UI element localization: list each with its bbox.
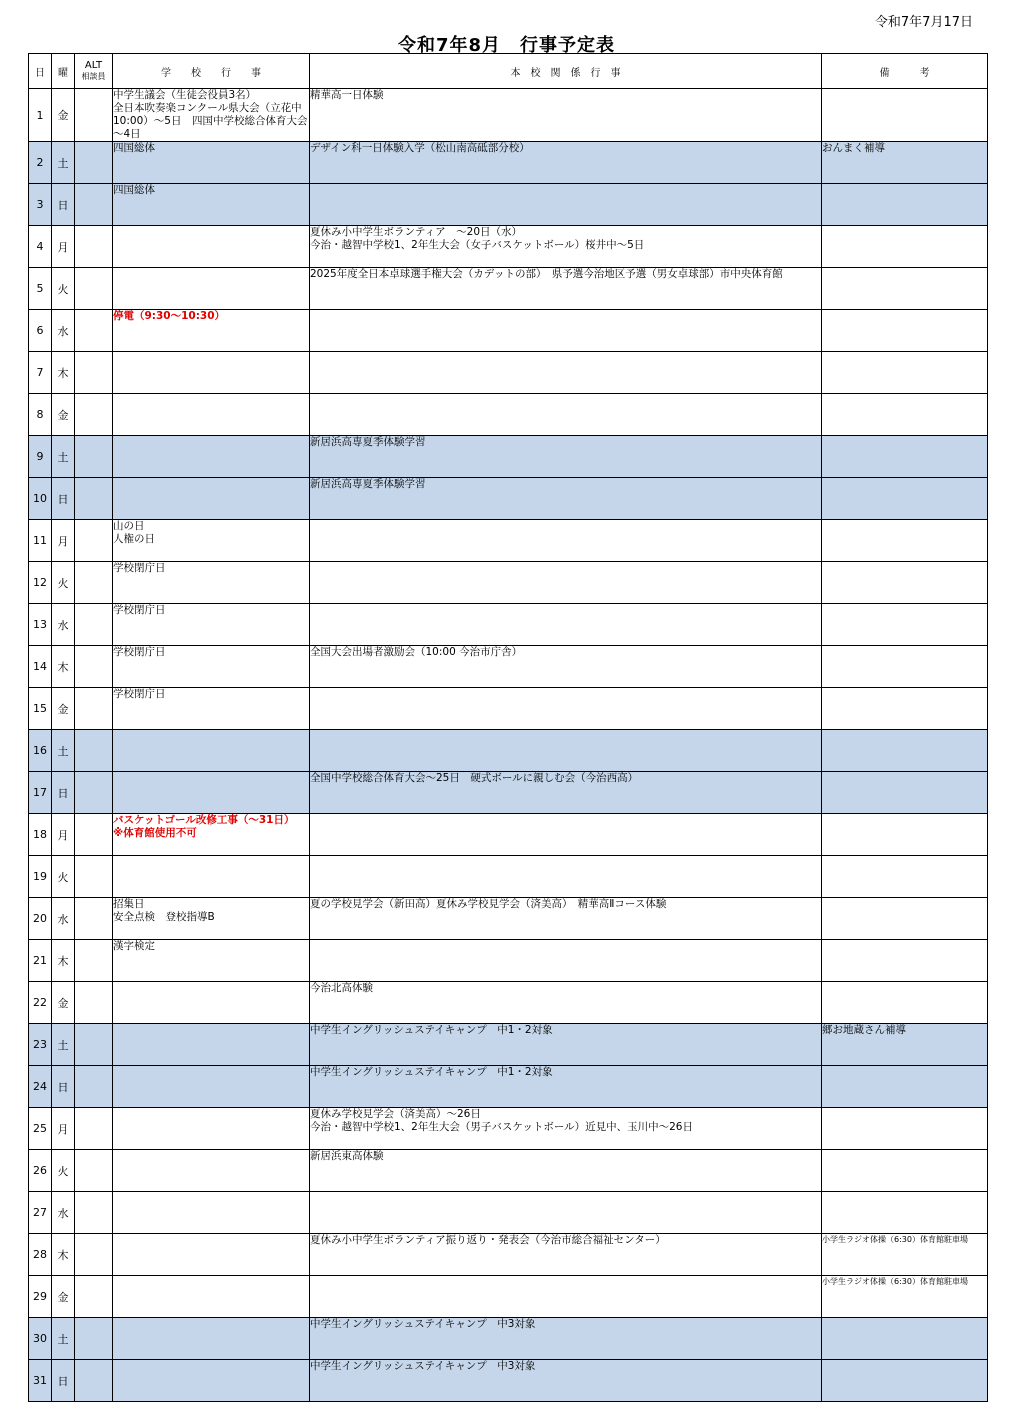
school-event-cell (113, 268, 310, 310)
day-cell: 25 (29, 1108, 52, 1150)
day-cell: 15 (29, 688, 52, 730)
notes-cell (822, 814, 988, 856)
notes-cell (822, 436, 988, 478)
weekday-cell: 金 (52, 982, 75, 1024)
table-row (29, 982, 988, 1024)
page-title: 令和7年8月 行事予定表 (397, 35, 616, 56)
col-header-alt-sub: 相談員 (81, 72, 106, 81)
table-row (29, 1066, 988, 1108)
alt-cell (75, 226, 113, 268)
notes-cell (822, 730, 988, 772)
alt-cell (75, 142, 113, 184)
table-row (29, 1192, 988, 1234)
table-row (29, 310, 988, 352)
alt-cell (75, 730, 113, 772)
alt-cell (75, 1192, 113, 1234)
related-event-cell: 夏休み学校見学会（済美高）～26日 今治・越智中学校1、2年生大会（男子バスケットボール）近見中、玉川中～26日 (310, 1108, 822, 1150)
col-header-dow: 曜 (52, 54, 75, 89)
school-event-cell (113, 1192, 310, 1234)
table-row (29, 604, 988, 646)
alt-cell (75, 898, 113, 940)
notes-cell (822, 352, 988, 394)
notes-cell (822, 604, 988, 646)
day-cell: 31 (29, 1360, 52, 1402)
weekday-cell: 土 (52, 1318, 75, 1360)
alt-cell (75, 478, 113, 520)
schedule-table (28, 53, 988, 1402)
weekday-cell: 月 (52, 520, 75, 562)
day-cell: 24 (29, 1066, 52, 1108)
school-event-cell (113, 1360, 310, 1402)
table-row (29, 226, 988, 268)
alt-cell (75, 688, 113, 730)
school-event-cell: 漢字検定 (113, 940, 310, 982)
notes-cell (822, 1360, 988, 1402)
alt-cell (75, 184, 113, 226)
weekday-cell: 水 (52, 310, 75, 352)
alt-cell (75, 352, 113, 394)
col-header-school: 学 校 行 事 (113, 54, 310, 89)
notes-cell (822, 226, 988, 268)
related-event-cell: 夏休み小中学生ボランティア振り返り・発表会（今治市総合福祉センター） (310, 1234, 822, 1276)
notes-cell (822, 562, 988, 604)
alt-cell (75, 1234, 113, 1276)
notes-cell (822, 982, 988, 1024)
day-cell: 21 (29, 940, 52, 982)
table-row (29, 1150, 988, 1192)
school-event-cell (113, 982, 310, 1024)
day-cell: 11 (29, 520, 52, 562)
notes-cell (822, 89, 988, 142)
alt-cell (75, 1066, 113, 1108)
related-event-cell: 夏の学校見学会（新田高）夏休み学校見学会（済美高） 精華高Ⅱコース体験 (310, 898, 822, 940)
related-event-cell (310, 1276, 822, 1318)
day-cell: 28 (29, 1234, 52, 1276)
weekday-cell: 月 (52, 814, 75, 856)
day-cell: 26 (29, 1150, 52, 1192)
table-row (29, 688, 988, 730)
alt-cell (75, 1024, 113, 1066)
school-event-cell (113, 1108, 310, 1150)
school-event-cell: 山の日 人権の日 (113, 520, 310, 562)
school-event-cell (113, 1276, 310, 1318)
related-event-cell (310, 394, 822, 436)
related-event-cell: 新居浜高専夏季体験学習 (310, 436, 822, 478)
table-row (29, 142, 988, 184)
notes-cell (822, 1318, 988, 1360)
notes-cell (822, 940, 988, 982)
notes-cell (822, 394, 988, 436)
table-row (29, 352, 988, 394)
alt-cell (75, 814, 113, 856)
school-event-cell (113, 1318, 310, 1360)
alt-cell (75, 772, 113, 814)
day-cell: 10 (29, 478, 52, 520)
weekday-cell: 土 (52, 436, 75, 478)
related-event-cell: 全国大会出場者激励会（10:00 今治市庁舎） (310, 646, 822, 688)
school-event-cell: 招集日 安全点検 登校指導B (113, 898, 310, 940)
weekday-cell: 火 (52, 268, 75, 310)
related-event-cell: 新居浜東高体験 (310, 1150, 822, 1192)
table-row (29, 1108, 988, 1150)
day-cell: 7 (29, 352, 52, 394)
weekday-cell: 木 (52, 940, 75, 982)
related-event-cell: 中学生イングリッシュステイキャンプ 中3対象 (310, 1360, 822, 1402)
day-cell: 8 (29, 394, 52, 436)
day-cell: 23 (29, 1024, 52, 1066)
table-row (29, 814, 988, 856)
table-row (29, 1360, 988, 1402)
related-event-cell (310, 856, 822, 898)
school-event-cell: 四国総体 (113, 142, 310, 184)
notes-cell (822, 898, 988, 940)
col-header-alt-label: ALT (84, 60, 103, 71)
day-cell: 1 (29, 89, 52, 142)
table-row (29, 1318, 988, 1360)
notes-cell (822, 184, 988, 226)
weekday-cell: 水 (52, 1192, 75, 1234)
weekday-cell: 木 (52, 352, 75, 394)
day-cell: 16 (29, 730, 52, 772)
related-event-cell: 中学生イングリッシュステイキャンプ 中1・2対象 (310, 1066, 822, 1108)
day-cell: 12 (29, 562, 52, 604)
notes-cell (822, 1066, 988, 1108)
alt-cell (75, 310, 113, 352)
notes-cell (822, 310, 988, 352)
alt-cell (75, 646, 113, 688)
notes-cell (822, 688, 988, 730)
weekday-cell: 金 (52, 394, 75, 436)
weekday-cell: 日 (52, 184, 75, 226)
weekday-cell: 水 (52, 604, 75, 646)
school-event-cell: 四国総体 (113, 184, 310, 226)
day-cell: 17 (29, 772, 52, 814)
table-row (29, 394, 988, 436)
weekday-cell: 金 (52, 89, 75, 142)
school-event-cell (113, 352, 310, 394)
school-event-cell: 学校閉庁日 (113, 604, 310, 646)
notes-cell (822, 1192, 988, 1234)
related-event-cell (310, 730, 822, 772)
related-event-cell (310, 814, 822, 856)
related-event-cell (310, 562, 822, 604)
table-row (29, 436, 988, 478)
alt-cell (75, 520, 113, 562)
table-row (29, 730, 988, 772)
notes-cell: おんまく補導 (822, 142, 988, 184)
table-row (29, 898, 988, 940)
table-row (29, 520, 988, 562)
weekday-cell: 水 (52, 898, 75, 940)
related-event-cell (310, 352, 822, 394)
alt-cell (75, 940, 113, 982)
table-row (29, 478, 988, 520)
alt-cell (75, 856, 113, 898)
related-event-cell (310, 1192, 822, 1234)
day-cell: 22 (29, 982, 52, 1024)
day-cell: 27 (29, 1192, 52, 1234)
alt-cell (75, 1360, 113, 1402)
table-row (29, 562, 988, 604)
day-cell: 3 (29, 184, 52, 226)
col-header-notes: 備 考 (822, 54, 988, 89)
alt-cell (75, 562, 113, 604)
school-event-cell: 学校閉庁日 (113, 562, 310, 604)
weekday-cell: 月 (52, 1108, 75, 1150)
related-event-cell (310, 310, 822, 352)
related-event-cell (310, 940, 822, 982)
notes-cell: 小学生ラジオ体操（6:30）体育館駐車場 (822, 1276, 988, 1318)
related-event-cell: デザイン科一日体験入学（松山南高砥部分校） (310, 142, 822, 184)
day-cell: 13 (29, 604, 52, 646)
table-row (29, 856, 988, 898)
alt-cell (75, 436, 113, 478)
col-header-related: 本 校 関 係 行 事 (310, 54, 822, 89)
weekday-cell: 土 (52, 1024, 75, 1066)
alt-cell (75, 1150, 113, 1192)
notes-cell: 郷お地蔵さん補導 (822, 1024, 988, 1066)
table-row (29, 268, 988, 310)
header-row (29, 54, 988, 89)
alt-cell (75, 604, 113, 646)
weekday-cell: 日 (52, 478, 75, 520)
table-row (29, 1276, 988, 1318)
day-cell: 4 (29, 226, 52, 268)
weekday-cell: 日 (52, 1066, 75, 1108)
day-cell: 19 (29, 856, 52, 898)
alt-cell (75, 982, 113, 1024)
weekday-cell: 日 (52, 772, 75, 814)
school-event-cell (113, 394, 310, 436)
table-row (29, 1234, 988, 1276)
day-cell: 18 (29, 814, 52, 856)
notes-cell (822, 772, 988, 814)
alt-cell (75, 394, 113, 436)
weekday-cell: 金 (52, 1276, 75, 1318)
notes-cell (822, 856, 988, 898)
alt-cell (75, 89, 113, 142)
school-event-cell (113, 1150, 310, 1192)
weekday-cell: 土 (52, 142, 75, 184)
notes-cell (822, 646, 988, 688)
issue-date: 令和7年7月17日 (874, 15, 973, 30)
day-cell: 9 (29, 436, 52, 478)
notes-cell (822, 1108, 988, 1150)
school-event-cell: バスケットゴール改修工事（～31日） ※体育館使用不可 (113, 814, 310, 856)
school-event-cell: 停電（9:30～10:30） (113, 310, 310, 352)
school-event-cell (113, 436, 310, 478)
table-row (29, 646, 988, 688)
school-event-cell (113, 1066, 310, 1108)
related-event-cell: 夏休み小中学生ボランティア ～20日（水） 今治・越智中学校1、2年生大会（女子バスケットボール）桜井中～5日 (310, 226, 822, 268)
school-event-cell (113, 478, 310, 520)
table-row (29, 940, 988, 982)
related-event-cell: 2025年度全日本卓球選手権大会（カデットの部） 県予選今治地区予選（男女卓球部）市中央体育館 (310, 268, 822, 310)
alt-cell (75, 1276, 113, 1318)
related-event-cell (310, 688, 822, 730)
day-cell: 29 (29, 1276, 52, 1318)
table-row (29, 184, 988, 226)
table-row (29, 89, 988, 142)
school-event-cell (113, 226, 310, 268)
day-cell: 2 (29, 142, 52, 184)
school-event-cell (113, 772, 310, 814)
school-event-cell (113, 1234, 310, 1276)
table-row (29, 1024, 988, 1066)
notes-cell (822, 478, 988, 520)
school-event-cell: 学校閉庁日 (113, 688, 310, 730)
school-event-cell (113, 856, 310, 898)
related-event-cell (310, 184, 822, 226)
related-event-cell: 中学生イングリッシュステイキャンプ 中1・2対象 (310, 1024, 822, 1066)
day-cell: 6 (29, 310, 52, 352)
school-event-cell: 学校閉庁日 (113, 646, 310, 688)
weekday-cell: 木 (52, 1234, 75, 1276)
notes-cell (822, 1150, 988, 1192)
weekday-cell: 火 (52, 856, 75, 898)
alt-cell (75, 268, 113, 310)
notes-cell (822, 520, 988, 562)
related-event-cell (310, 520, 822, 562)
day-cell: 5 (29, 268, 52, 310)
related-event-cell: 中学生イングリッシュステイキャンプ 中3対象 (310, 1318, 822, 1360)
weekday-cell: 木 (52, 646, 75, 688)
day-cell: 30 (29, 1318, 52, 1360)
school-event-cell (113, 730, 310, 772)
weekday-cell: 土 (52, 730, 75, 772)
alt-cell (75, 1108, 113, 1150)
col-header-day: 日 (29, 54, 52, 89)
notes-cell (822, 268, 988, 310)
related-event-cell: 新居浜高専夏季体験学習 (310, 478, 822, 520)
school-event-cell: 中学生議会（生徒会役員3名） 全日本吹奏楽コンクール県大会（立花中 10:00）～5日 四国中学校総合体育大会～4日 (113, 89, 310, 142)
col-header-alt (75, 54, 113, 89)
related-event-cell (310, 604, 822, 646)
day-cell: 14 (29, 646, 52, 688)
weekday-cell: 火 (52, 1150, 75, 1192)
weekday-cell: 月 (52, 226, 75, 268)
school-event-cell (113, 1024, 310, 1066)
related-event-cell: 今治北高体験 (310, 982, 822, 1024)
table-row (29, 772, 988, 814)
related-event-cell: 精華高一日体験 (310, 89, 822, 142)
weekday-cell: 火 (52, 562, 75, 604)
weekday-cell: 金 (52, 688, 75, 730)
alt-cell (75, 1318, 113, 1360)
notes-cell: 小学生ラジオ体操（6:30）体育館駐車場 (822, 1234, 988, 1276)
related-event-cell: 全国中学校総合体育大会～25日 硬式ボールに親しむ会（今治西高） (310, 772, 822, 814)
weekday-cell: 日 (52, 1360, 75, 1402)
day-cell: 20 (29, 898, 52, 940)
